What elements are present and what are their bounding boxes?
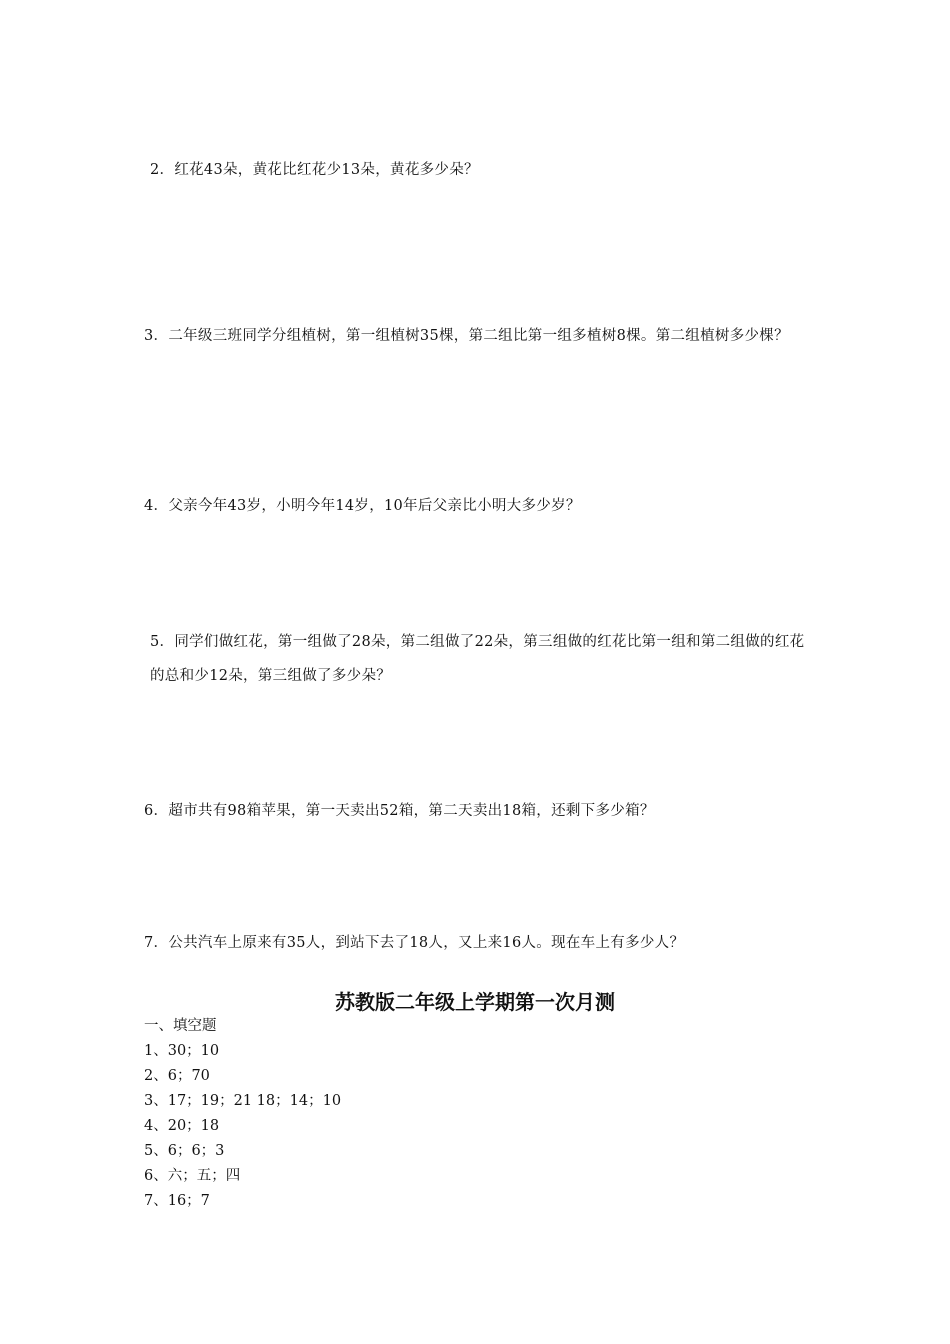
answer-item: 2、6；70 [144, 1068, 210, 1084]
question-3: 3．二年级三班同学分组植树，第一组植树35棵，第二组比第一组多植树8棵。第二组植树多少棵？ [144, 328, 789, 344]
question-5: 5．同学们做红花，第一组做了28朵，第二组做了22朵，第三组做的红花比第一组和第二组做的红花的总和少12朵，第三组做了多少朵？ [150, 634, 805, 684]
question-6: 6．超市共有98箱苹果，第一天卖出52箱，第二天卖出18箱，还剩下多少箱？ [144, 803, 655, 819]
answer-item: 5、6；6；3 [144, 1143, 225, 1159]
answer-list [144, 1014, 341, 1214]
question-7: 7．公共汽车上原来有35人，到站下去了18人，又上来16人。现在车上有多少人？ [144, 935, 685, 951]
answer-section-heading: 一、填空题 [144, 1018, 217, 1034]
question-2: 2．红花43朵，黄花比红花少13朵，黄花多少朵？ [150, 162, 479, 178]
answer-item: 3、17；19；21 18；14；10 [144, 1093, 342, 1109]
answer-item: 1、30；10 [144, 1043, 220, 1059]
answer-item: 4、20；18 [144, 1118, 220, 1134]
answer-title: 苏教版二年级上学期第一次月测 [335, 990, 615, 1014]
question-4: 4．父亲今年43岁，小明今年14岁，10年后父亲比小明大多少岁？ [144, 498, 581, 514]
answer-item: 6、六；五；四 [144, 1168, 241, 1184]
answer-item: 7、16；7 [144, 1193, 210, 1209]
